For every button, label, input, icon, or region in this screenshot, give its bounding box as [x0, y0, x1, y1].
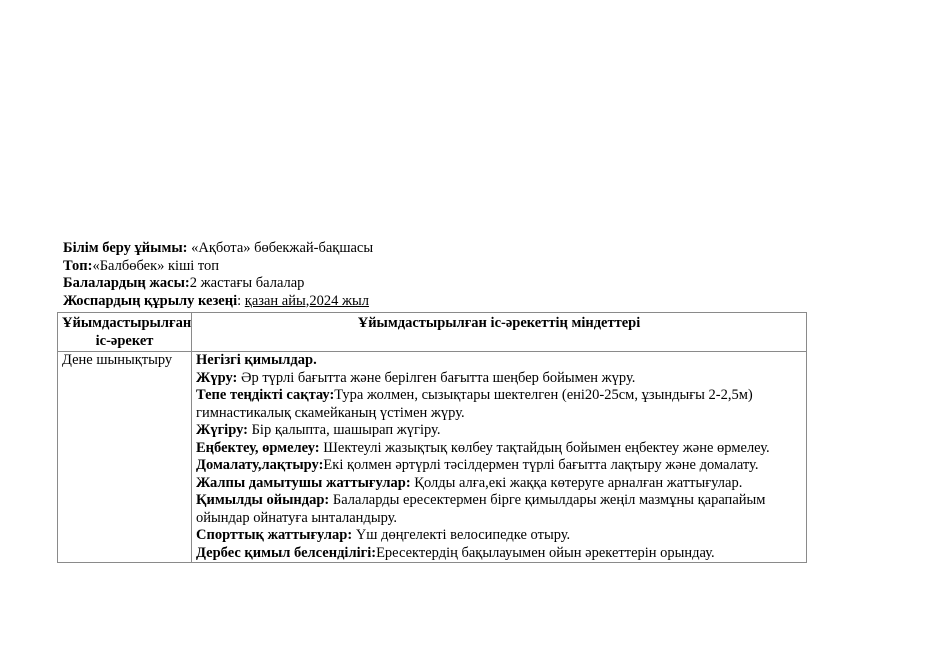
organization-value: «Ақбота» бөбекжай-бақшасы [187, 240, 374, 256]
task-item [196, 492, 802, 527]
task-item [196, 527, 802, 545]
group-value: «Балбөбек» кіші топ [92, 257, 220, 274]
age-value: 2 жастағы балалар [189, 275, 305, 291]
organization-label: Білім беру ұйымы: [63, 240, 188, 256]
organization-line [63, 240, 373, 258]
main-movements-title [196, 352, 802, 370]
table-header-row [58, 313, 807, 352]
period-value: қазан айы,2024 жыл [244, 292, 369, 309]
col-tasks-header: Ұйымдастырылған іс-әрекеттің міндеттері [192, 313, 807, 352]
age-label: Балалардың жасы: [63, 275, 190, 291]
task-label: Спорттық жаттығулар: [196, 527, 353, 543]
task-item [196, 370, 802, 388]
task-text: Бір қалыпта, шашырап жүгіру. [247, 422, 441, 438]
task-item [196, 545, 802, 563]
task-item [196, 475, 802, 493]
plan-table [57, 312, 807, 563]
task-text: Қолды алға,екі жаққа көтеруге арналған жаттығулар. [410, 474, 743, 491]
task-text: Әр түрлі бағытта және берілген бағытта шеңбер бойымен жүру. [237, 369, 636, 386]
table-row [58, 352, 807, 563]
period-separator: : [237, 292, 245, 309]
document-header [63, 240, 373, 310]
task-label: Жүгіру: [196, 422, 248, 438]
col-activity-header: Ұйымдастырылған іс-әрекет [58, 313, 192, 352]
task-label: Дербес қимыл белсенділігі: [196, 544, 377, 561]
main-movements-title-text: Негізгі қимылдар. [196, 352, 317, 368]
task-item [196, 387, 802, 422]
period-line [63, 293, 373, 311]
period-label: Жоспардың құрылу кезеңі [63, 292, 238, 309]
task-text: Шектеулі жазықтық көлбеу тақтайдың бойымен еңбектеу және өрмелеу. [319, 439, 770, 456]
task-label: Жүру: [196, 369, 238, 386]
task-label: Домалату,лақтыру: [196, 457, 324, 473]
task-label: Еңбектеу, өрмелеу: [196, 439, 320, 456]
task-label: Қимылды ойындар: [196, 492, 330, 508]
task-label: Тепе теңдікті сақтау: [196, 387, 335, 403]
task-item [196, 422, 802, 440]
task-item [196, 457, 802, 475]
age-line [63, 275, 373, 293]
task-text: Ересектердің бақылауымен ойын әрекеттерін орындау. [376, 544, 715, 561]
task-item [196, 440, 802, 458]
task-text: Тура жолмен, сызықтары шектелген (ені20-25см, ұзындығы 2-2,5м) гимнастикалық скамейканың үстімен жүру. [196, 387, 753, 421]
task-text: Екі қолмен әртүрлі тәсілдермен түрлі бағытта лақтыру және домалату. [323, 457, 759, 473]
task-label: Жалпы дамытушы жаттығулар: [196, 474, 411, 491]
group-label: Топ: [63, 257, 93, 274]
activity-cell: Дене шынықтыру [58, 352, 192, 563]
task-text: Балаларды ересектермен бірге қимылдары жеңіл мазмұны қарапайым ойындар ойнатуға ынталандыру. [196, 492, 766, 526]
group-line [63, 258, 373, 276]
tasks-cell [192, 352, 807, 563]
task-text: Үш дөңгелекті велосипедке отыру. [352, 527, 571, 543]
